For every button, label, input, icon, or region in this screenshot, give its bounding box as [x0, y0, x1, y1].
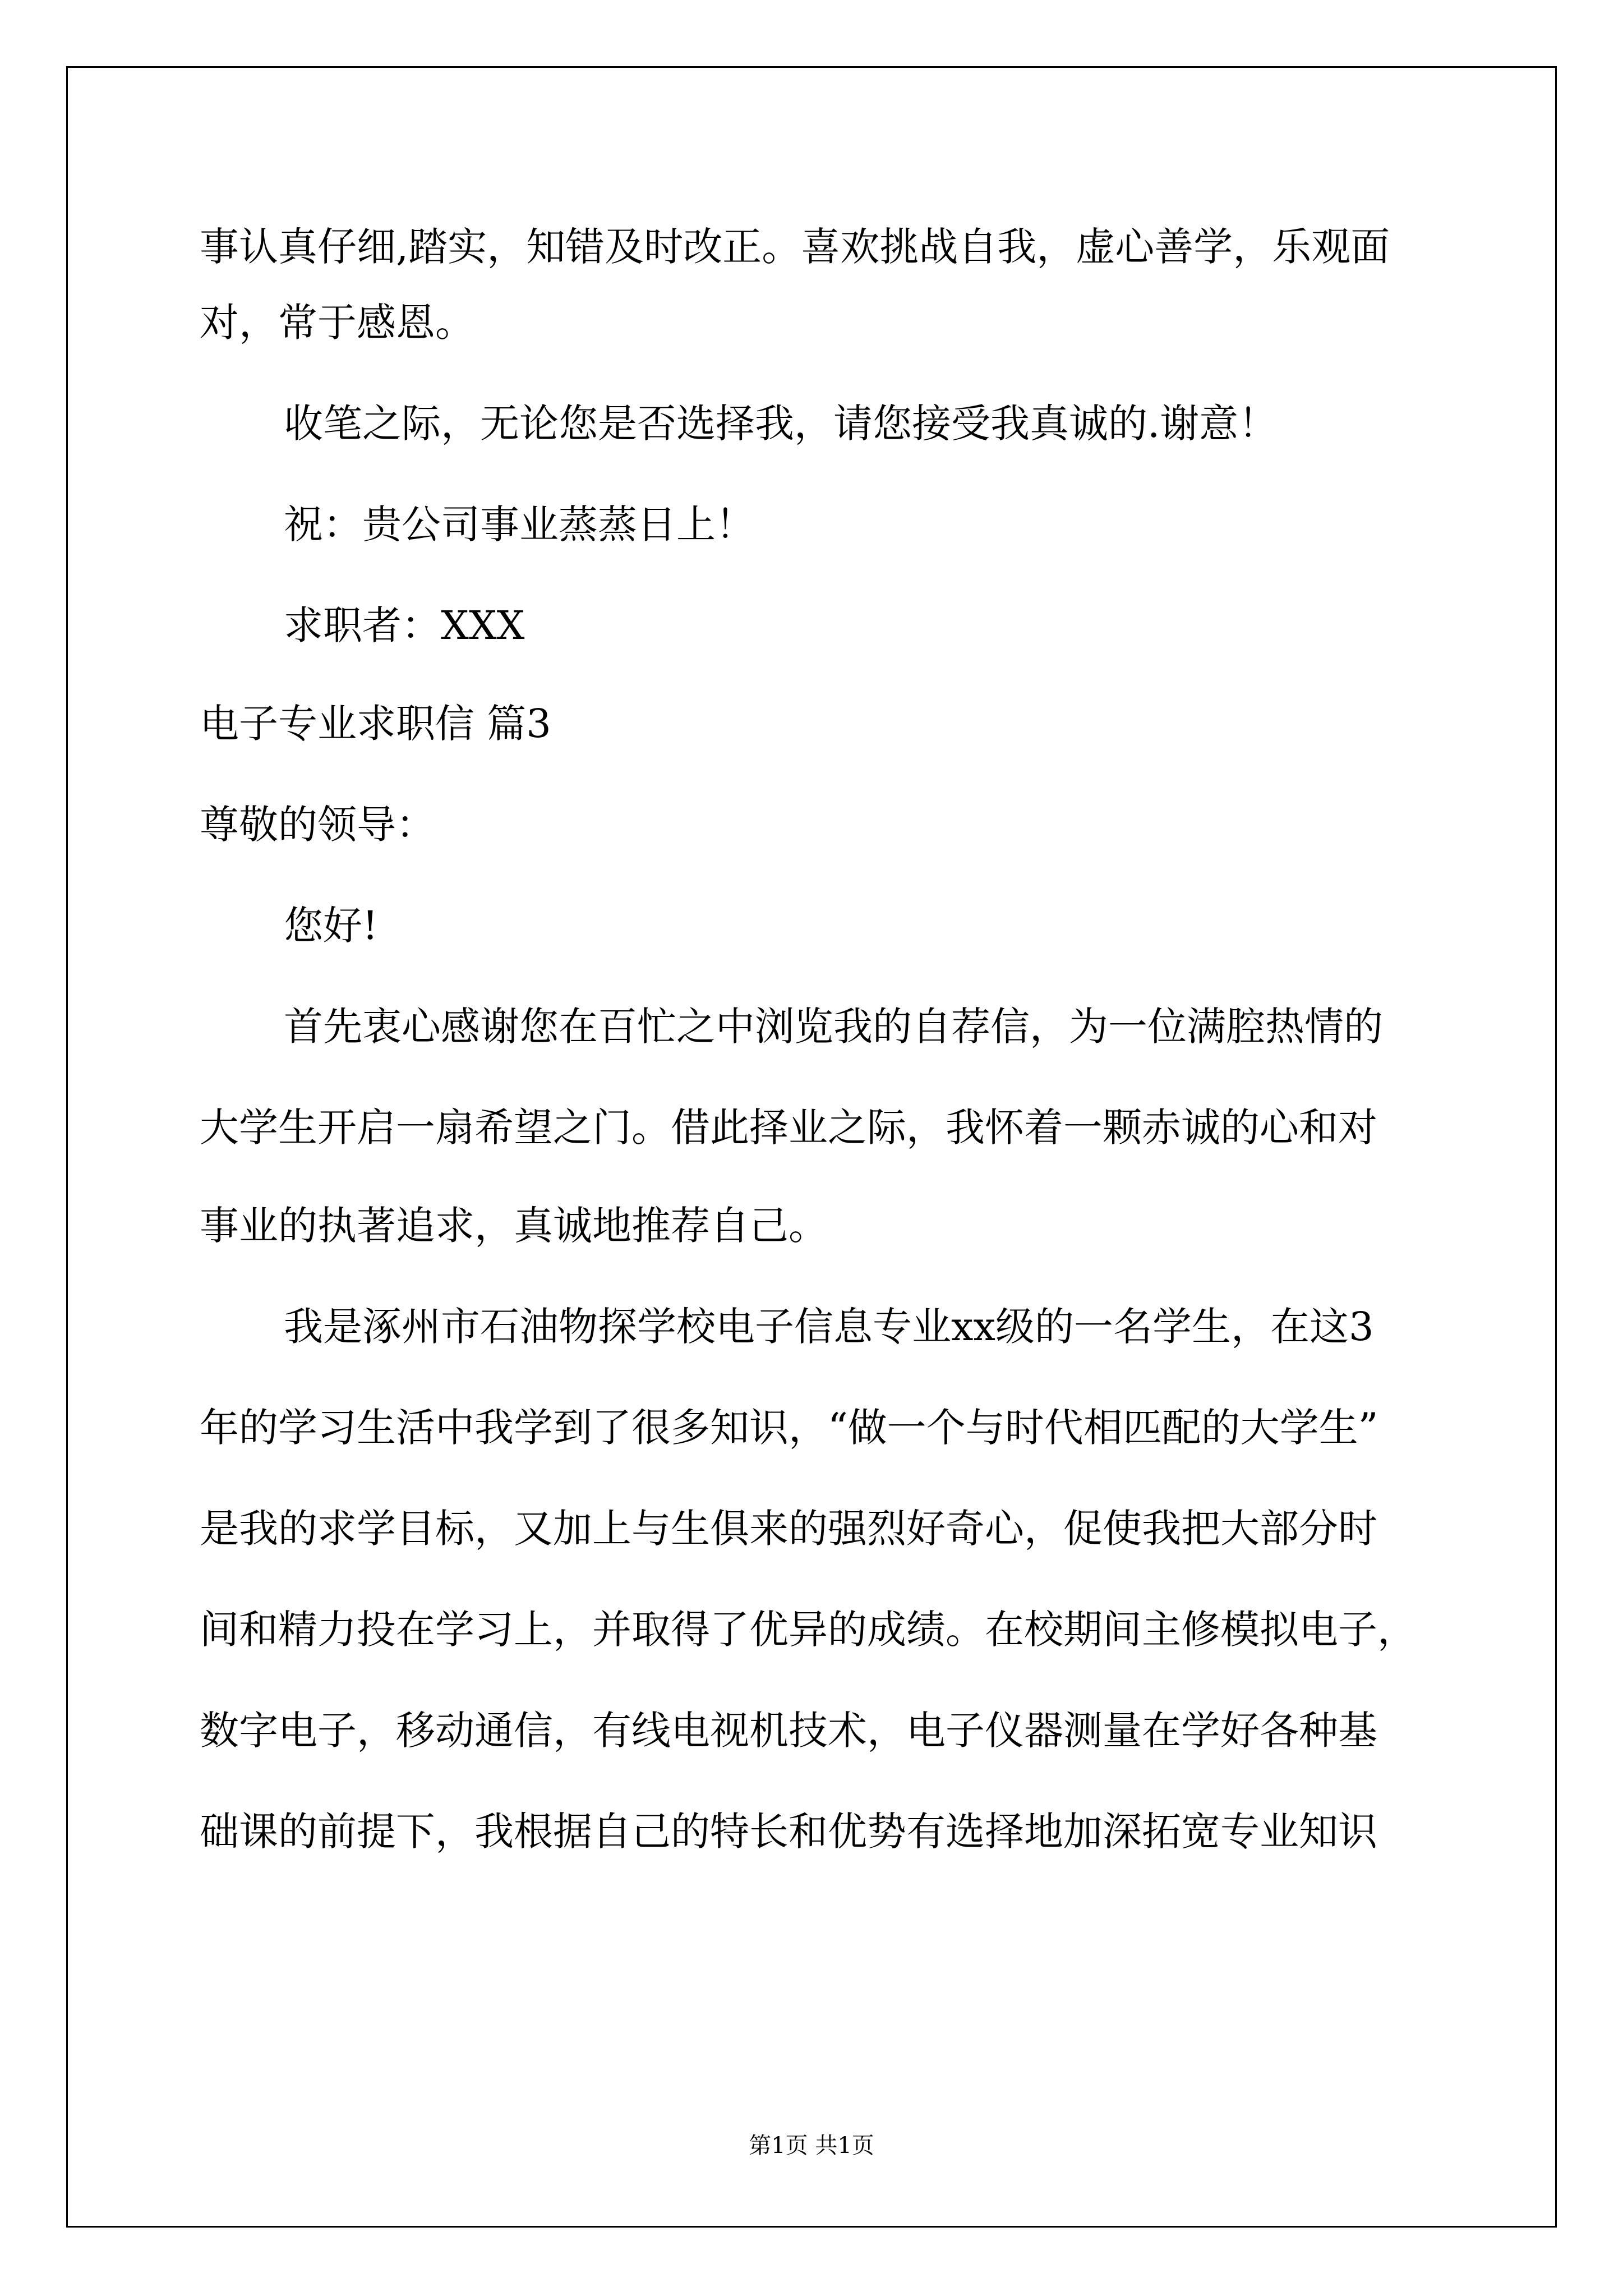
greeting: 您好! [284, 903, 379, 949]
text-line: 收笔之际，无论您是否选择我，请您接受我真诚的.谢意！ [284, 401, 1278, 447]
text-line: 数字电子，移动通信，有线电视机技术，电子仪器测量在学好各种基 [200, 1708, 1377, 1754]
text-line: 事业的执著追求，真诚地推荐自己。 [200, 1203, 828, 1249]
text-line: 础课的前提下，我根据自己的特长和优势有选择地加深拓宽专业知识 [200, 1809, 1377, 1855]
text-line: 大学生开启一扇希望之门。借此择业之际，我怀着一颗赤诚的心和对 [200, 1105, 1377, 1151]
text-line: 间和精力投在学习上，并取得了优异的成绩。在校期间主修模拟电子， [200, 1607, 1417, 1653]
text-line: 求职者：XXX [284, 602, 525, 648]
page-number: 第1页 共1页 [749, 2133, 874, 2159]
text-line: 事认真仔细,踏实，知错及时改正。喜欢挑战自我，虚心善学，乐观面 [200, 224, 1390, 270]
text-line: 年的学习生活中我学到了很多知识，“做一个与时代相匹配的大学生” [200, 1405, 1378, 1451]
text-line: 首先衷心感谢您在百忙之中浏览我的自荐信，为一位满腔热情的 [284, 1004, 1383, 1050]
text-line: 祝：贵公司事业蒸蒸日上！ [284, 501, 755, 547]
text-line: 是我的求学目标，又加上与生俱来的强烈好奇心，促使我把大部分时 [200, 1506, 1377, 1552]
salutation: 尊敬的领导： [200, 802, 435, 848]
section-heading: 电子专业求职信 篇3 [200, 701, 551, 747]
text-line: 我是涿州市石油物探学校电子信息专业xx级的一名学生，在这3 [284, 1304, 1374, 1350]
text-line: 对，常于感恩。 [200, 300, 474, 346]
